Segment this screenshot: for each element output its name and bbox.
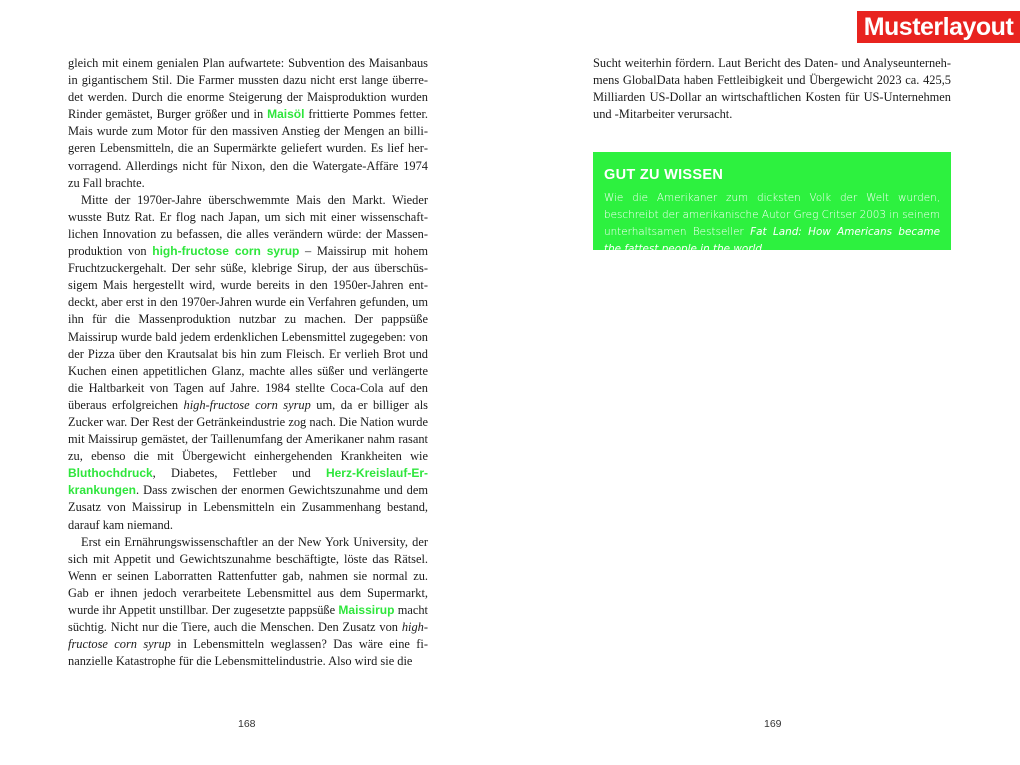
info-box-title: GUT ZU WISSEN	[604, 167, 724, 183]
keyword-herz-kreislauf: Herz-Kreislauf-Erkrankungen	[68, 466, 428, 498]
page-number-left: 168	[238, 718, 256, 730]
right-page-text	[593, 55, 951, 123]
italic-hfcs-2: high-fructose corn syrup	[68, 620, 428, 652]
paragraph-2: Mitte der 1970er-Jahre überschwemmte Mais den Markt. Wieder wusste Butz Rat. Er flog nach Japan, um sich mit einer wissenschaftlichen Innovation zu befassen, die alles verändern würde: der Massenproduktion von high-fructose corn syrup – Maissirup mit hohem Fruchtzuckergehalt. Der sehr süße, klebrige Sirup, der aus überschüssigem Mais hergestellt wird, wurde bereits in den 1950er-Jahren entdeckt, aber erst in den 1970er-Jahren wurde ein Verfahren gefunden, um ihn für die Massenproduktion nutzbar zu machen. Der pappsüße Maissirup wurde bald jedem erdenklichen Lebensmittel zugegeben: von der Pizza über den Krautsalat bis hin zum Fleisch. Er verlieh Brot und Kuchen einen appetitlichen Glanz, machte alles süßer und verlängerte die Haltbarkeit von Tagen auf Jahre. 1984 stellte Coca-Cola auf den überaus erfolgreichen high-fructose corn syrup um, da er billiger als Zucker war. Der Rest der Getränkeindustrie zog nach. Die Nation wurde mit Maissirup gemästet, der Taillenumfang der Amerikaner nahm rasant zu, ebenso die mit Übergewicht einhergehenden Krankheiten wie Bluthochdruck, Diabetes, Fettleber und Herz-Kreislauf-Erkrankungen. Dass zwischen der enormen Gewichtszunahme und dem Zusatz von Maissirup in Lebensmitteln ein Zusammenhang bestand, darauf kam niemand.	[68, 192, 428, 532]
right-paragraph-1: Sucht weiterhin fördern. Laut Bericht des Daten- und Analyseunternehmens GlobalData haben Fettleibigkeit und Übergewicht 2023 ca. 425,5 Milliarden US-Dollar an wirtschaftlichen Kosten für US-Unternehmen und -Mitarbeiter verursacht.	[593, 56, 951, 122]
musterlayout-banner: Musterlayout	[857, 11, 1020, 43]
keyword-maissirup: Maissirup	[338, 603, 395, 617]
paragraph-3: Erst ein Ernährungswissenschaftler an der New York University, der sich mit Appetit und Gewichtszunahme beschäftigte, löste das Rätsel. Wenn er seinen Laborratten Rattenfutter gab, nahmen sie normal zu. Gab er ihnen jedoch verarbeitete Lebensmittel aus dem Supermarkt, wurde ihr Appetit unstillbar. Der zugesetzte pappsüße Maissirup macht süchtig. Nicht nur die Tiere, auch die Menschen. Den Zusatz von high-fructose corn syrup in Lebensmitteln weglassen? Das wäre eine finanzielle Katastrophe für die Lebensmittelindustrie. Also wird sie die	[68, 534, 429, 669]
info-box-text: Wie die Amerikaner zum dicksten Volk der Welt wurden, beschreibt der amerikanische Autor Greg Critser 2003 in seinem unterhaltsamen Bestseller Fat Land: How Americans became the fattest people in the world.	[604, 192, 940, 255]
paragraph-1: gleich mit einem genialen Plan aufwartete: Subvention des Maisanbaus in gigantischem Stil. Die Farmer mussten dazu nicht erst lange überredet werden. Durch die enorme Steigerung der Maisproduktion wurden Rinder gemästet, Burger größer und in Maisöl frittierte Pommes fetter. Mais wurde zum Motor für den massiven Anstieg der Mengen an billigeren Lebensmitteln, die an Supermärkte geliefert wurden. Es lief hervorragend. Allerdings nicht für Nixon, den die Watergate-Affäre 1974 zu Fall brachte.	[68, 56, 428, 190]
keyword-hfcs: high-fructose corn syrup	[152, 244, 300, 259]
left-page-text	[68, 55, 428, 670]
italic-hfcs: high-fructose corn syrup	[183, 397, 311, 412]
info-box	[593, 152, 951, 255]
keyword-maisoel: Maisöl	[267, 107, 305, 122]
page-number-right: 169	[764, 718, 782, 730]
keyword-bluthochdruck: Bluthochdruck	[68, 466, 153, 481]
info-box-book-title: Fat Land: How Americans became the fattest people in the world.	[604, 226, 940, 255]
